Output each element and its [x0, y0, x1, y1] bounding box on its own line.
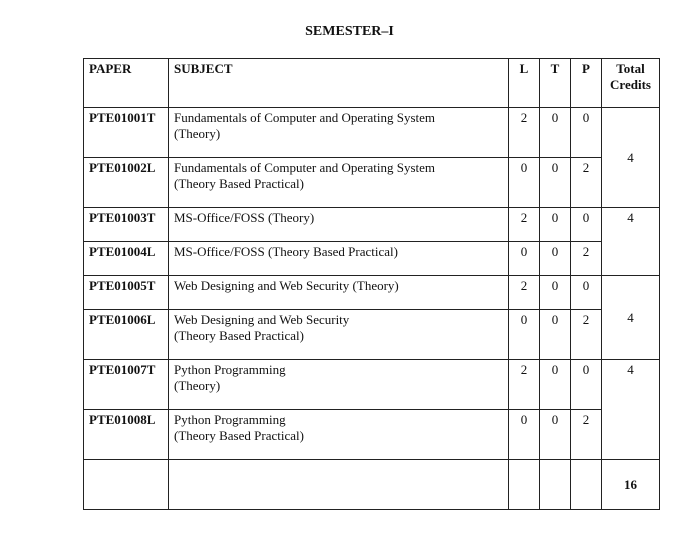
paper-code: PTE01005T: [84, 276, 169, 310]
subject-cell: [169, 208, 509, 242]
lecture-value: 2: [509, 276, 540, 310]
header-subject: SUBJECT: [169, 59, 509, 108]
table-row: [84, 108, 660, 158]
subject-line1: MS-Office/FOSS (Theory Based Practical): [174, 244, 398, 259]
practical-value: 2: [571, 310, 602, 360]
empty-cell: [571, 460, 602, 510]
header-row: [84, 59, 660, 108]
subject-cell: [169, 310, 509, 360]
header-paper: PAPER: [84, 59, 169, 108]
tutorial-value: 0: [540, 208, 571, 242]
subject-line2: (Theory Based Practical): [174, 428, 304, 443]
tutorial-value: 0: [540, 310, 571, 360]
header-total-credits: [602, 59, 660, 108]
practical-value: 2: [571, 410, 602, 460]
lecture-value: 2: [509, 108, 540, 158]
empty-cell: [84, 460, 169, 510]
paper-code: PTE01004L: [84, 242, 169, 276]
table-row: [84, 158, 660, 208]
paper-code: PTE01001T: [84, 108, 169, 158]
subject-cell: [169, 276, 509, 310]
tutorial-value: 0: [540, 360, 571, 410]
empty-cell: [169, 460, 509, 510]
practical-value: 0: [571, 108, 602, 158]
subject-line2: (Theory): [174, 378, 221, 393]
subject-line2: (Theory Based Practical): [174, 328, 304, 343]
lecture-value: 0: [509, 158, 540, 208]
subject-line1: Fundamentals of Computer and Operating System: [174, 160, 436, 175]
subject-line1: Python Programming: [174, 362, 286, 377]
table-row: [84, 310, 660, 360]
paper-code: PTE01007T: [84, 360, 169, 410]
subject-line1: MS-Office/FOSS (Theory): [174, 210, 315, 225]
lecture-value: 0: [509, 242, 540, 276]
grand-total: 16: [602, 460, 660, 510]
subject-line1: Python Programming: [174, 412, 286, 427]
lecture-value: 2: [509, 208, 540, 242]
subject-line2: (Theory Based Practical): [174, 176, 304, 191]
practical-value: 0: [571, 208, 602, 242]
credits-value: 4: [602, 108, 660, 208]
header-total-line2: Credits: [610, 77, 651, 92]
paper-code: PTE01002L: [84, 158, 169, 208]
tutorial-value: 0: [540, 108, 571, 158]
empty-cell: [540, 460, 571, 510]
subject-line1: Fundamentals of Computer and Operating System: [174, 110, 436, 125]
subject-cell: [169, 108, 509, 158]
page-title: SEMESTER–I: [305, 24, 394, 39]
total-row: [84, 460, 660, 510]
header-p: P: [571, 59, 602, 108]
header-t: T: [540, 59, 571, 108]
header-total-line1: Total: [616, 61, 645, 76]
paper-code: PTE01008L: [84, 410, 169, 460]
subject-line2: (Theory): [174, 126, 221, 141]
tutorial-value: 0: [540, 242, 571, 276]
subject-cell: [169, 242, 509, 276]
paper-code: PTE01006L: [84, 310, 169, 360]
credits-value: 4: [602, 208, 660, 276]
header-l: L: [509, 59, 540, 108]
practical-value: 2: [571, 242, 602, 276]
subject-cell: [169, 360, 509, 410]
credits-value: 4: [602, 360, 660, 460]
table-row: [84, 208, 660, 242]
lecture-value: 0: [509, 410, 540, 460]
table-row: [84, 242, 660, 276]
tutorial-value: 0: [540, 410, 571, 460]
practical-value: 2: [571, 158, 602, 208]
practical-value: 0: [571, 276, 602, 310]
table-row: [84, 360, 660, 410]
lecture-value: 2: [509, 360, 540, 410]
practical-value: 0: [571, 360, 602, 410]
paper-code: PTE01003T: [84, 208, 169, 242]
table-row: [84, 276, 660, 310]
subject-cell: [169, 158, 509, 208]
semester-table: [83, 58, 660, 510]
tutorial-value: 0: [540, 158, 571, 208]
empty-cell: [509, 460, 540, 510]
subject-line1: Web Designing and Web Security: [174, 312, 350, 327]
subject-cell: [169, 410, 509, 460]
tutorial-value: 0: [540, 276, 571, 310]
lecture-value: 0: [509, 310, 540, 360]
credits-value: 4: [602, 276, 660, 360]
subject-line1: Web Designing and Web Security (Theory): [174, 278, 399, 293]
table-row: [84, 410, 660, 460]
